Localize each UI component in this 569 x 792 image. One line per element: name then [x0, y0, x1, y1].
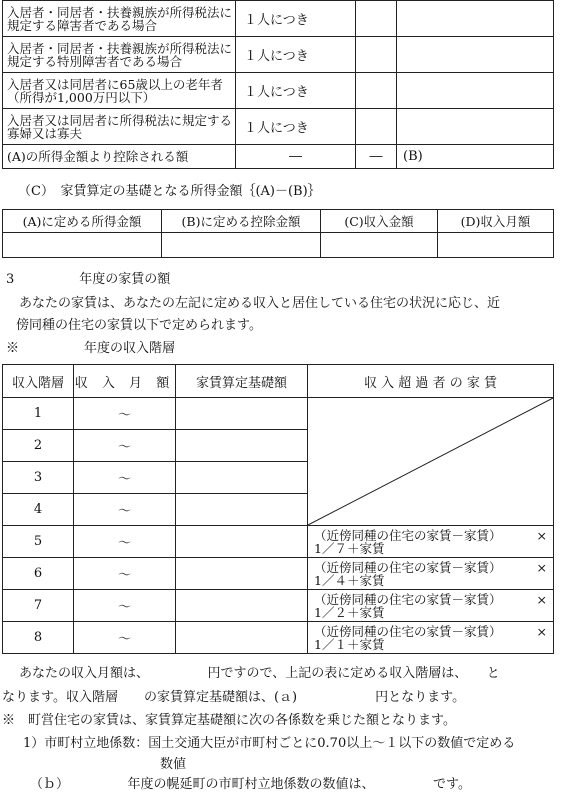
dash-cell: ―	[356, 145, 397, 169]
table-row	[3, 558, 554, 590]
times-sign: ×	[536, 592, 547, 607]
times-sign: ×	[536, 624, 547, 639]
rent-formula	[308, 622, 554, 654]
income-range: ～	[74, 398, 176, 430]
income-range: ～	[74, 494, 176, 526]
table-row	[3, 145, 554, 169]
formula-line: （近傍同種の住宅の家賃－家賃）	[314, 527, 502, 543]
coefficient-definition: 1）市町村立地係数：国土交通大臣が市町村ごとに0.70以上～１以下の数値で定める	[10, 736, 516, 751]
diagonal-line	[308, 398, 553, 525]
deduction-label: 入居者・同居者・扶養親族が所得税法に規定する特別障害者である場合	[3, 37, 236, 73]
formula-line: （近傍同種の住宅の家賃－家賃）	[314, 559, 502, 575]
deduction-unit: １人につき	[236, 1, 356, 37]
count-cell	[356, 109, 397, 145]
column-header: (B)に定める控除金額	[162, 210, 321, 233]
income-level: 8	[3, 622, 74, 654]
formula-line: （近傍同種の住宅の家賃－家賃）	[314, 591, 502, 607]
column-header: (C)収入金額	[321, 210, 438, 233]
income-level: 7	[3, 590, 74, 622]
income-summary-table	[2, 209, 554, 258]
section-3-body: あなたの家賃は、あなたの左記に定める収入と居住している住宅の状況に応じ、近	[6, 296, 501, 311]
deduction-table	[2, 0, 554, 169]
coefficient-definition: 数値	[160, 757, 187, 772]
formula-line: 1／１＋家賃	[314, 636, 385, 652]
section-3-title: 3 年度の家賃の額	[6, 272, 171, 287]
income-level: 6	[3, 558, 74, 590]
deduction-label: 入居者又は同居者に65歳以上の老年者（所得が1,000万円以下）	[3, 73, 236, 109]
column-header: 収 入 超 過 者 の 家 賃	[308, 365, 554, 398]
income-level-note: ※ 年度の収入階層	[6, 341, 176, 356]
table-row	[3, 398, 554, 430]
income-result-text: なります。収入階層 の家賃算定基礎額は、(ａ) 円となります。	[2, 690, 466, 705]
input-cell	[321, 233, 438, 258]
base-rent-cell	[176, 430, 308, 462]
table-row	[3, 1, 554, 37]
column-header: 収入階層	[3, 365, 74, 398]
table-row	[3, 109, 554, 145]
income-level: 4	[3, 494, 74, 526]
c-line: （C） 家賃算定の基礎となる所得金額｛(A)－(B)｝	[18, 184, 321, 199]
coefficient-value-text: （ｂ） 年度の幌延町の市町村立地係数の数値は、 です。	[30, 777, 471, 792]
base-rent-cell	[176, 526, 308, 558]
rent-formula	[308, 558, 554, 590]
times-sign: ×	[536, 560, 547, 575]
base-rent-cell	[176, 398, 308, 430]
base-rent-cell	[176, 558, 308, 590]
table-row	[3, 590, 554, 622]
input-cell	[3, 233, 162, 258]
count-cell	[356, 1, 397, 37]
times-sign: ×	[536, 528, 547, 543]
rent-formula	[308, 526, 554, 558]
column-header: (D)収入月額	[438, 210, 554, 233]
amount-cell	[397, 109, 554, 145]
column-header: 収 入 月 額	[74, 365, 176, 398]
income-level: 2	[3, 430, 74, 462]
income-range: ～	[74, 558, 176, 590]
count-cell	[356, 37, 397, 73]
table-header-row	[3, 210, 554, 233]
income-level: 1	[3, 398, 74, 430]
income-level: 3	[3, 462, 74, 494]
rent-formula	[308, 590, 554, 622]
income-range: ～	[74, 430, 176, 462]
amount-cell	[397, 37, 554, 73]
formula-line: （近傍同種の住宅の家賃－家賃）	[314, 623, 502, 639]
table-row	[3, 37, 554, 73]
formula-line: 1／４＋家賃	[314, 572, 385, 588]
deduction-unit: １人につき	[236, 73, 356, 109]
rent-table	[2, 364, 554, 654]
deduction-label: 入居者又は同居者に所得税法に規定する寡婦又は寡夫	[3, 109, 236, 145]
table-row	[3, 233, 554, 258]
base-rent-cell	[176, 494, 308, 526]
deduction-unit: １人につき	[236, 37, 356, 73]
dash-cell: ―	[236, 145, 356, 169]
formula-line: 1／２＋家賃	[314, 604, 385, 620]
count-cell	[356, 73, 397, 109]
formula-line: 1／７＋家賃	[314, 540, 385, 556]
table-header-row	[3, 365, 554, 398]
sum-label: (A)の所得金額より控除される額	[3, 145, 236, 169]
section-3-body: 傍同種の住宅の家賃以下で定められます。	[16, 318, 262, 333]
table-row	[3, 526, 554, 558]
income-range: ～	[74, 526, 176, 558]
amount-cell	[397, 73, 554, 109]
base-rent-cell	[176, 590, 308, 622]
column-header: (A)に定める所得金額	[3, 210, 162, 233]
base-rent-cell	[176, 462, 308, 494]
b-label: (B)	[397, 145, 554, 169]
amount-cell	[397, 1, 554, 37]
input-cell	[438, 233, 554, 258]
empty-diagonal-cell	[308, 398, 554, 526]
income-result-text: あなたの収入月額は、 円ですので、上記の表に定める収入階層は、 と	[6, 666, 500, 681]
base-rent-cell	[176, 622, 308, 654]
input-cell	[162, 233, 321, 258]
income-range: ～	[74, 590, 176, 622]
column-header: 家賃算定基礎額	[176, 365, 308, 398]
income-range: ～	[74, 462, 176, 494]
deduction-label: 入居者・同居者・扶養親族が所得税法に規定する障害者である場合	[3, 1, 236, 37]
income-range: ～	[74, 622, 176, 654]
table-row	[3, 73, 554, 109]
deduction-unit: １人につき	[236, 109, 356, 145]
table-row	[3, 622, 554, 654]
income-level: 5	[3, 526, 74, 558]
coefficient-note: ※ 町営住宅の家賃は、家賃算定基礎額に次の各係数を乗じた額となります。	[2, 713, 456, 728]
